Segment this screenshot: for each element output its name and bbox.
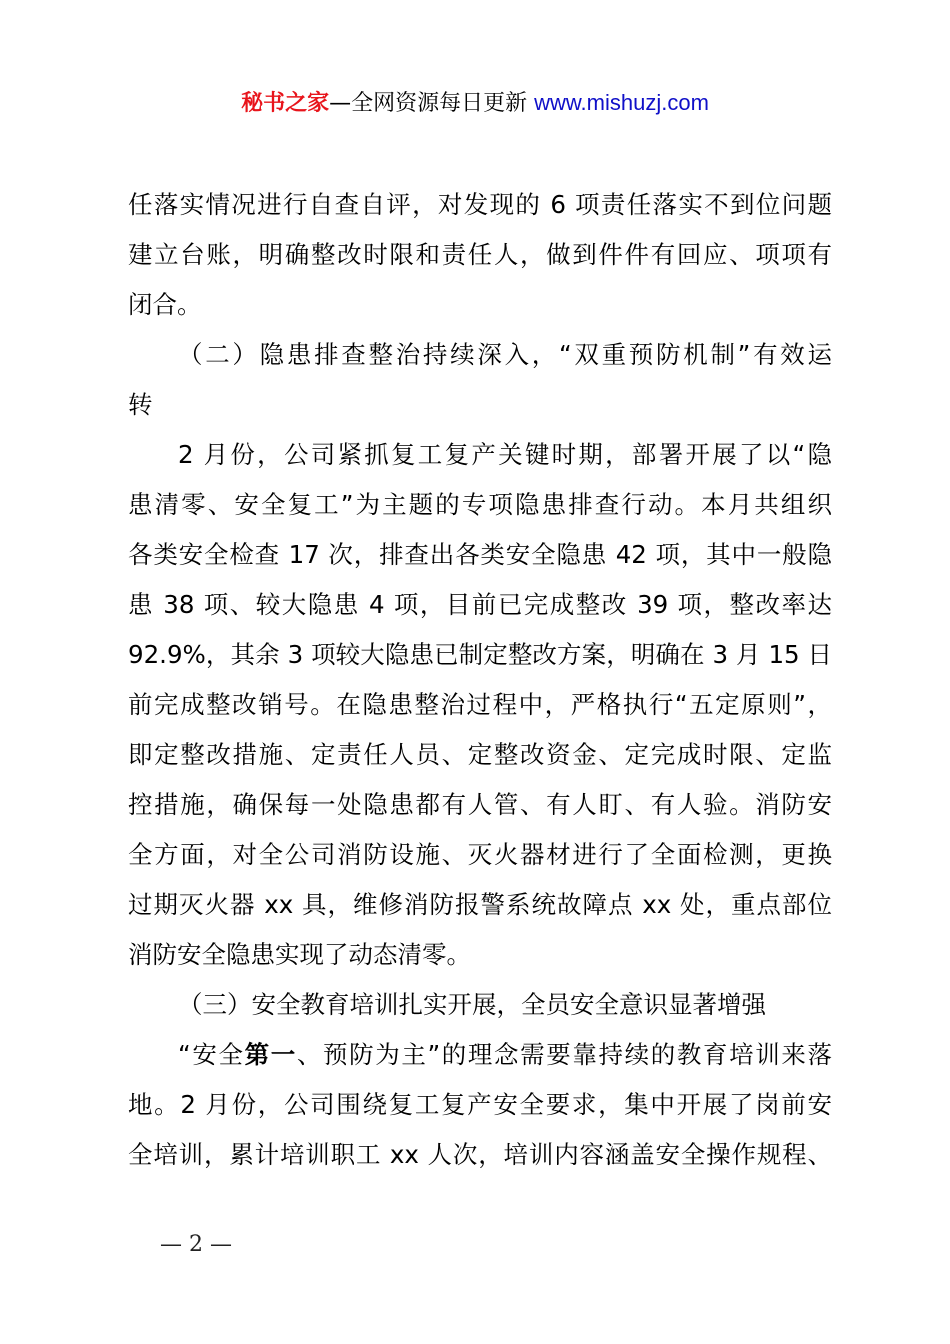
brand-name: 秘书之家 <box>241 91 330 116</box>
paragraph-line: 全培训，累计培训职工 xx 人次，培训内容涵盖安全操作规程、 <box>128 1140 832 1169</box>
paragraph-line: 92.9%，其余 3 项较大隐患已制定整改方案，明确在 3 月 15 日 <box>128 640 832 669</box>
section-heading-line: （三）安全教育培训扎实开展，全员安全意识显著增强 <box>178 990 766 1019</box>
paragraph-line: 全方面，对全公司消防设施、灭火器材进行了全面检测，更换 <box>128 840 832 869</box>
bold-text-run: 第一 <box>244 1040 297 1069</box>
site-banner <box>0 86 950 121</box>
paragraph-line: 过期灭火器 xx 具，维修消防报警系统故障点 xx 处，重点部位 <box>128 890 832 919</box>
paragraph-line: 患清零、安全复工”为主题的专项隐患排查行动。本月共组织 <box>128 490 832 519</box>
site-url-link[interactable]: www.mishuzj.com <box>534 90 709 115</box>
page-number: — 2 — <box>160 1232 232 1257</box>
paragraph-line: 2 月份，公司紧抓复工复产关键时期，部署开展了以“隐 <box>178 440 832 469</box>
paragraph-line: 控措施，确保每一处隐患都有人管、有人盯、有人验。消防安 <box>128 790 832 819</box>
text-run: 、预防为主”的理念需要靠持续的教育培训来落 <box>296 1040 832 1069</box>
paragraph-line: 任落实情况进行自查自评，对发现的 6 项责任落实不到位问题 <box>128 190 832 219</box>
paragraph-line <box>128 1030 832 1080</box>
paragraph-line: 地。2 月份，公司围绕复工复产安全要求，集中开展了岗前安 <box>128 1090 832 1119</box>
text-run: “安全 <box>178 1040 245 1069</box>
paragraph-line: 消防安全隐患实现了动态清零。 <box>128 940 471 969</box>
section-heading-line: 转 <box>128 390 153 419</box>
banner-slogan: —全网资源每日更新 <box>329 91 528 116</box>
paragraph-line: 建立台账，明确整改时限和责任人，做到件件有回应、项项有 <box>128 240 832 269</box>
paragraph-line: 前完成整改销号。在隐患整治过程中，严格执行“五定原则”， <box>128 690 832 719</box>
paragraph-line: 各类安全检查 17 次，排查出各类安全隐患 42 项，其中一般隐 <box>128 540 832 569</box>
paragraph-line: 即定整改措施、定责任人员、定整改资金、定完成时限、定监 <box>128 740 832 769</box>
section-heading-line: （二）隐患排查整治持续深入，“双重预防机制”有效运 <box>178 340 832 369</box>
paragraph-line: 患 38 项、较大隐患 4 项，目前已完成整改 39 项，整改率达 <box>128 590 832 619</box>
paragraph-line: 闭合。 <box>128 290 202 319</box>
